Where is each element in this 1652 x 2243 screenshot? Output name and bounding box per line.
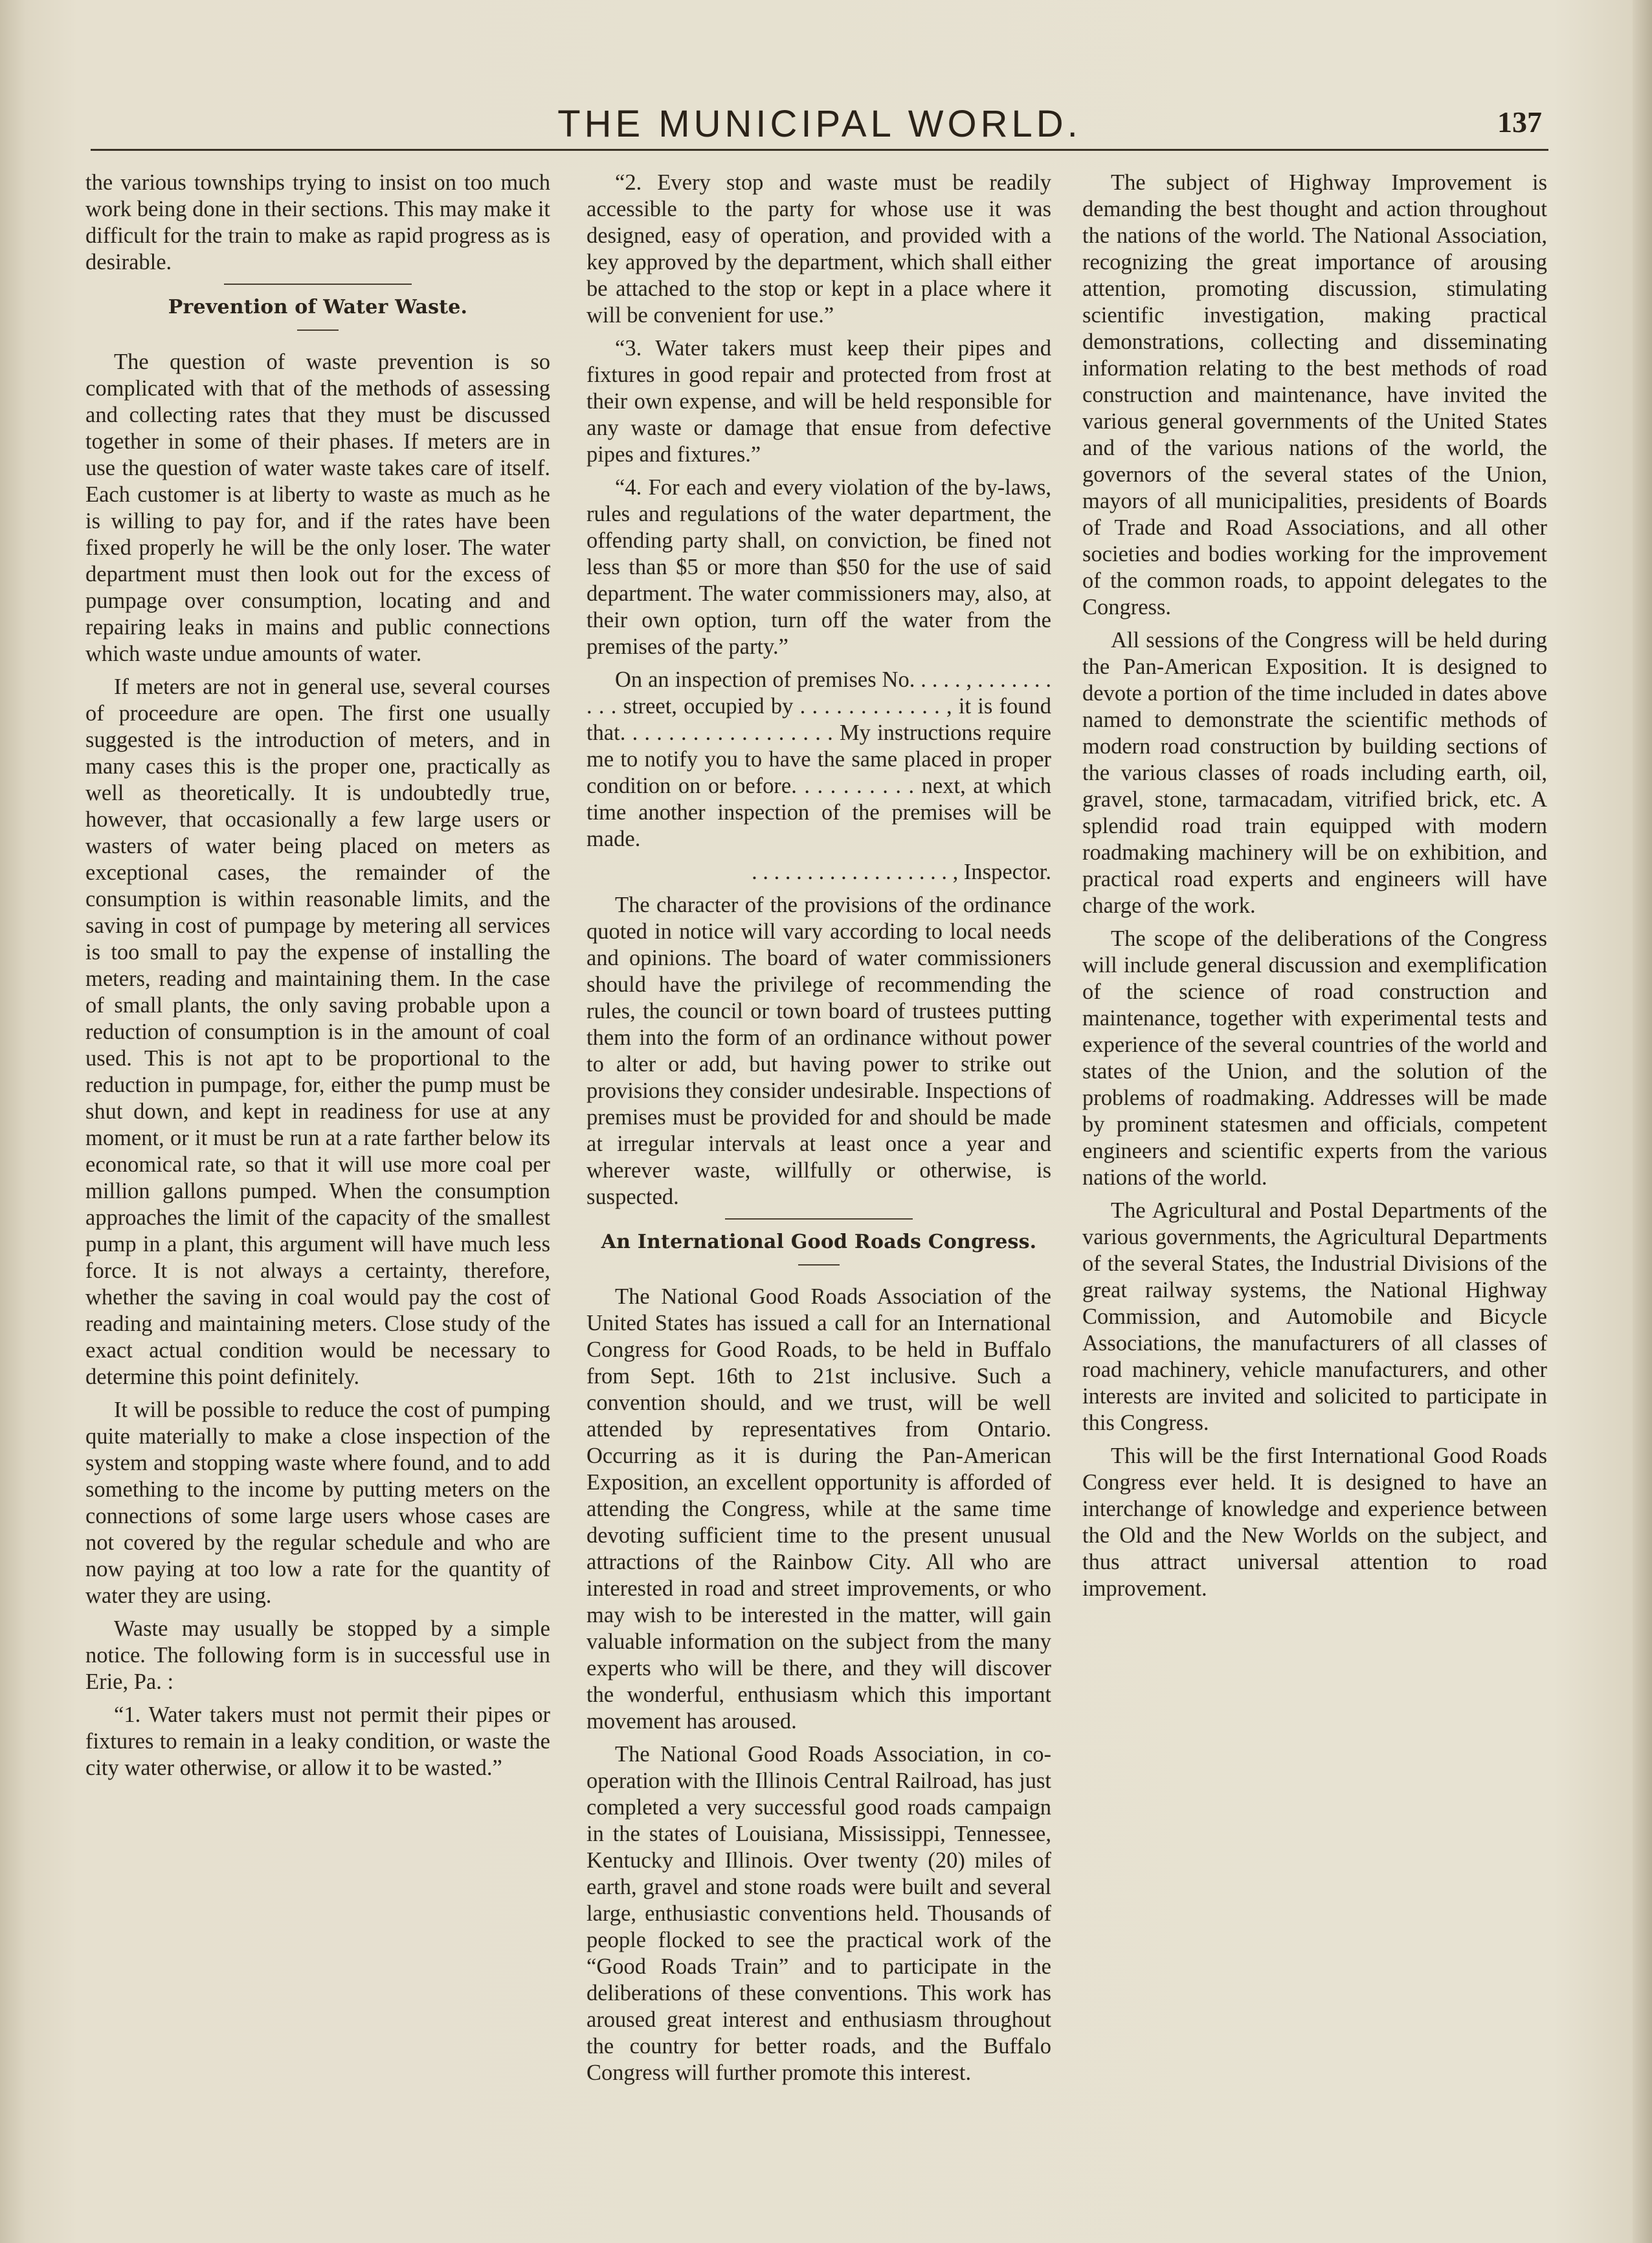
heading-underline <box>798 1264 840 1266</box>
section-divider <box>725 1218 913 1220</box>
rule-1-paragraph: “1. Water takers must not permit their pipes or fixtures to remain in a leaky condition, or waste the city water otherwise, or allow it to be wasted.” <box>85 1702 550 1780</box>
body-paragraph: The question of waste prevention is so complicated with that of the methods of assessing and collecting rates that they must be discussed together in some of their phases. If meters are in use the question of water waste takes care of itself. Each customer is at liberty to waste as much as he is willing to pay for, and if the rates have been fixed properly he will be the only loser. The water department must then look out for the excess of pumpage over consumption, locating and and repairing leaks in mains and public connections which waste undue amounts of water. <box>85 350 550 666</box>
column-1 <box>85 170 550 2163</box>
section-divider <box>224 284 412 285</box>
continued-paragraph: the various townships trying to insist on too much work being done in their sections. This may make it difficult for the train to make as rapid progress as is desirable. <box>85 170 550 274</box>
notice-form-paragraph: On an inspection of premises No. . . . . , . . . . . . . . . . street, occupied by . . . . . . . . . . . . , it is found that. . . . . . . . . . . . . . . . . . My instructions require me to notify you to have the same placed in proper condition on or before. . . . . . . . . . next, at which time another inspection of the premises will be made. <box>586 667 1051 851</box>
rule-2-paragraph: “2. Every stop and waste must be readily accessible to the party for whose use it was designed, easy of operation, and provided with a key approved by the department, which shall either be attached to the stop or kept in a place where it will be convenient for use.” <box>586 170 1051 328</box>
body-paragraph: The character of the provisions of the ordinance quoted in notice will vary according to local needs and opinions. The board of water commissioners should have the privilege of recommending the rules, the council or town board of trustees putting them into the form of an ordinance without power to alter or add, but having power to strike out provisions they consider undesirable. Inspections of premises must be provided for and should be made at irregular intervals at least once a year and wherever waste, willfully or otherwise, is suspected. <box>586 893 1051 1209</box>
body-paragraph: The scope of the deliberations of the Congress will include general discussion and exemplification of the science of road construction and maintenance, together with experimental tests and experience of the several countries of the world and states of the Union, and the solution of the problems of roadmaking. Addresses will be made by prominent statesmen and officials, competent engineers and scientific experts from the various nations of the world. <box>1082 926 1547 1190</box>
inspector-signature: . . . . . . . . . . . . . . . . . . , Inspector. <box>752 860 1051 884</box>
body-paragraph: The Agricultural and Postal Departments of the various governments, the Agricultural Departments of the several States, the Industrial Divisions of the great railway systems, the National Highway Commission, and Automobile and Bicycle Associations, the manufacturers of all classes of road machinery, vehicle manufacturers, and other interests are invited and solicited to participate in this Congress. <box>1082 1198 1547 1435</box>
heading-underline <box>297 329 339 331</box>
body-paragraph: Waste may usually be stopped by a simple notice. The following form is in successful use in Erie, Pa. : <box>85 1616 550 1694</box>
rule-3-paragraph: “3. Water takers must keep their pipes and fixtures in good repair and protected from frost at their own expense, and will be held responsible for any waste or damage that ensue from defective pipes and fixtures.” <box>586 336 1051 467</box>
page-edge <box>1633 0 1652 2243</box>
body-paragraph: The National Good Roads Association of the United States has issued a call for an International Congress for Good Roads, to be held in Buffalo from Sept. 16th to 21st inclusive. Such a convention should, and we trust, will be well attended by representatives from Ontario. Occurring as it is during the Pan-American Exposition, an excellent opportunity is afforded of attending the Congress, while at the same time devoting sufficient time to the present unusual attractions of the Rainbow City. All who are interested in road and street improvements, or who may wish to be interested in the matter, will gain valuable information on the subject from the many experts who will be there, and they will discover the wonderful, enthusiasm which this important movement has aroused. <box>586 1284 1051 1734</box>
page-header <box>91 97 1548 151</box>
body-paragraph: This will be the first International Good Roads Congress ever held. It is designed to have an interchange of knowledge and experience between the Old and the New Worlds on the subject, and thus attract universal attention to road improvement. <box>1082 1444 1547 1601</box>
page-number: 137 <box>1497 106 1542 139</box>
body-paragraph: The National Good Roads Association, in co-operation with the Illinois Central Railroad, has just completed a very successful good roads campaign in the states of Louisiana, Mississippi, Tennessee, Kentucky and Illinois. Over twenty (20) miles of earth, gravel and stone roads were built and several large, enthusiastic conventions held. Thousands of people flocked to see the practical work of the “Good Roads Train” and to participate in the deliberations of these conventions. This work has aroused great interest and enthusiasm throughout the country for better roads, and the Buffalo Congress will further promote this interest. <box>586 1742 1051 2085</box>
body-paragraph: If meters are not in general use, several courses of proceedure are open. The first one usually suggested is the introduction of meters, and in many cases this is the proper one, practically as well as theoretically. It is undoubtedly true, however, that occasionally a few large users or wasters of water being placed on meters as exceptional cases, the remainder of the consumption is within reasonable limits, and the saving in cost of pumpage by metering all services is too small to pay the expense of installing the meters, reading and maintaining them. In the case of small plants, the only saving probable upon a reduction of consumption is in the amount of coal used. This is not apt to be proportional to the reduction in pumpage, for, either the pump must be shut down, and kept in readiness for use at any moment, or it must be run at a rate farther below its economical rate, so that it will use more coal per million gallons pumped. When the consumption approaches the limit of the capacity of the smallest pump in a plant, this argument will have much less force. It is not always a certainty, therefore, whether the saving in coal would pay the cost of reading and maintaining meters. Close study of the exact actual condition would be necessary to determine this point definitely. <box>85 675 550 1389</box>
column-3 <box>1082 170 1547 2163</box>
masthead-title: THE MUNICIPAL WORLD. <box>557 103 1082 145</box>
column-2 <box>586 170 1051 2163</box>
rule-4-paragraph: “4. For each and every violation of the by-laws, rules and regulations of the water department, the offending party shall, on conviction, be fined not less than $5 or more than $50 for the use of said department. The water commissioners may, also, at their own option, turn off the water from the premises of the party.” <box>586 475 1051 659</box>
body-paragraph: The subject of Highway Improvement is demanding the best thought and action throughout the nations of the world. The National Association, recognizing the great importance of arousing attention, promoting discussion, stimulating scientific investigation, making practical demonstrations, collecting and disseminating information relating to the best methods of road construction and maintenance, have invited the various general governments of the United States and of the various nations of the world, the governors of the several states of the Union, mayors of all municipalities, presidents of Boards of Trade and Road Associations, and all other societies and bodies working for the improvement of the common roads, to appoint delegates to the Congress. <box>1082 170 1547 619</box>
water-waste-heading: Prevention of Water Waste. <box>168 296 468 318</box>
good-roads-heading: An International Good Roads Congress. <box>601 1231 1037 1253</box>
body-paragraph: All sessions of the Congress will be held during the Pan-American Exposition. It is designed to devote a portion of the time included in dates above named to demonstrate the scientific methods of modern road construction by building sections of the various classes of roads including earth, oil, gravel, stone, tarmacadam, vitrified brick, etc. A splendid road train equipped with modern roadmaking machinery will be on exhibition, and practical road experts and engineers will have charge of the work. <box>1082 628 1547 918</box>
body-paragraph: It will be possible to reduce the cost of pumping quite materially to make a close inspection of the system and stopping waste where found, and to add something to the income by putting meters on the connections of some large users whose cases are not covered by the regular schedule and who are now paying at too low a rate for the quantity of water they are using. <box>85 1398 550 1608</box>
